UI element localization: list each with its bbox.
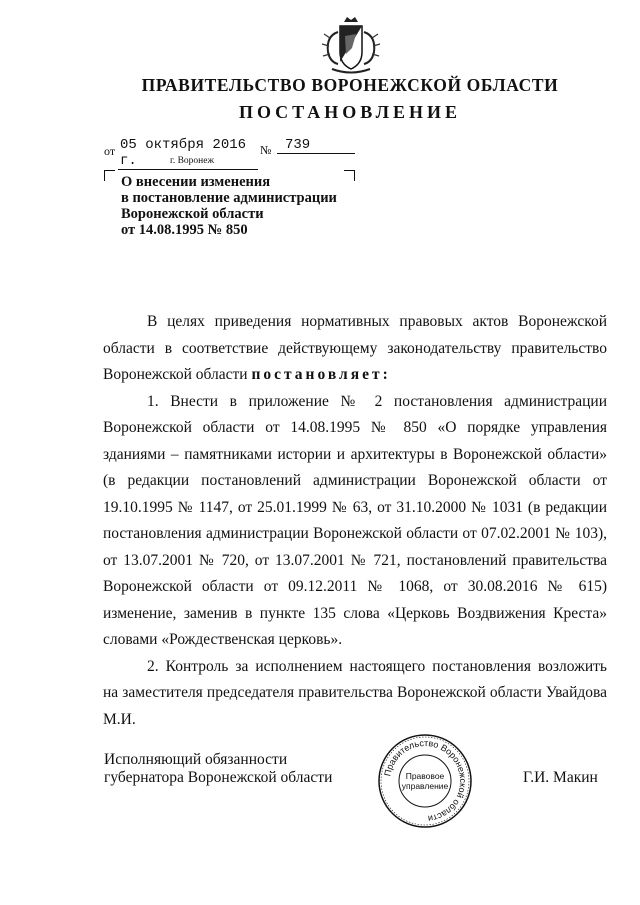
item-2-paragraph: 2. Контроль за исполнением настоящего постановления возложить на заместителя председателя правительства Воронежской области Увайдова М.И. — [103, 657, 607, 728]
subject-line: О внесении изменения — [121, 174, 271, 190]
subject-line: от 14.08.1995 № 850 — [121, 222, 248, 238]
subject-line: Воронежской области — [121, 206, 264, 222]
city-label: г. Воронеж — [170, 156, 215, 166]
position-line: Исполняющий обязанности — [104, 751, 288, 768]
signatory-position — [104, 751, 332, 787]
document-date: 05 октября 2016 г. — [118, 137, 258, 170]
stamp-center-line: управление — [401, 781, 449, 791]
subject-corner-left — [104, 170, 115, 181]
document-subject — [121, 174, 361, 238]
subject-line: в постановление администрации — [121, 190, 337, 206]
signatory-name: Г.И. Макин — [523, 769, 598, 786]
coat-of-arms-emblem — [318, 14, 384, 78]
resolves-word: постановляет: — [251, 366, 391, 383]
number-label: № — [260, 143, 272, 157]
preamble-paragraph — [103, 309, 607, 389]
date-prefix: от — [104, 144, 116, 158]
position-line: губернатора Воронежской области — [104, 769, 333, 786]
preamble-text: В целях приведения нормативных правовых актов Воронежской области в соответствие действующему законодательству правительство Воронежской области — [103, 313, 607, 383]
document-type: ПОСТАНОВЛЕНИЕ — [238, 102, 462, 122]
item-1-paragraph: 1. Внести в приложение № 2 постановления администрации Воронежской области от 14.08.1995 № 850 «О порядке управления зданиями – памятниками истории и архитектуры в Воронежской области» (в редакции постановлений администрации Воронежской области от 19.10.1995 № 1147, от 25.01.1999 № 63, от 31.10.2000 № 1031 (в редакции постановления администрации Воронежской области от 07.02.2001 № 103), от 13.07.2001 № 720, от 13.07.2001 № 721, постановлений правительства Воронежской области от 09.12.2011 № 1068, от 30.08.2016 № 615) изменение, заменив в пункте 135 слова «Церковь Воздвижения Креста» словами «Рождественская церковь». — [103, 392, 607, 648]
document-body — [103, 309, 607, 733]
stamp-center-line: Правовое — [405, 771, 445, 781]
stamp-ring-text: Правительство Воронежской области — [382, 737, 469, 824]
document-number: 739 — [277, 137, 355, 154]
government-title: ПРАВИТЕЛЬСТВО ВОРОНЕЖСКОЙ ОБЛАСТИ — [141, 75, 559, 95]
official-stamp — [377, 733, 473, 829]
